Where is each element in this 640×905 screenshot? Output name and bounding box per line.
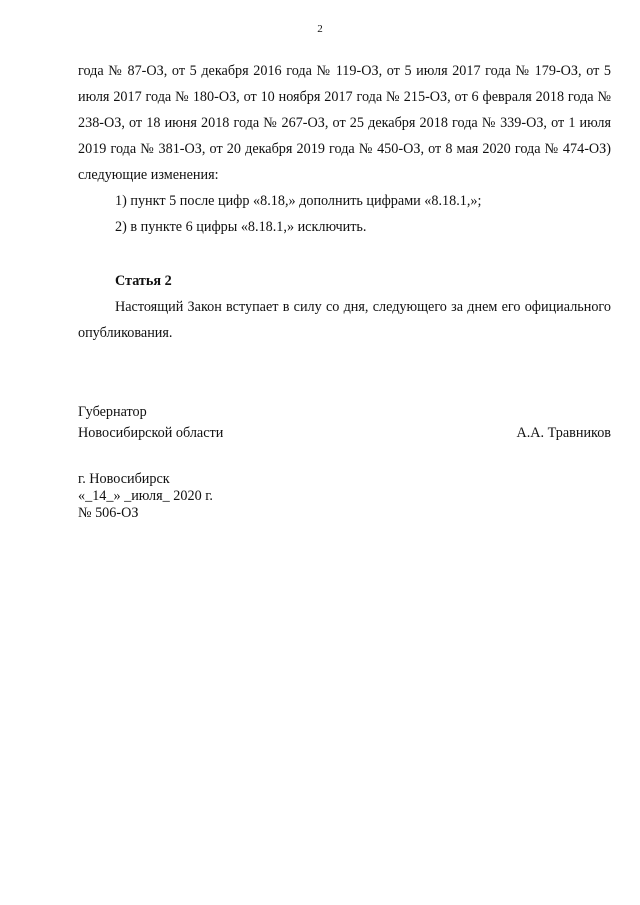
document-body xyxy=(78,58,611,346)
city: г. Новосибирск xyxy=(78,471,170,487)
signatory-name: А.А. Травников xyxy=(516,425,611,441)
signatory-row xyxy=(78,423,611,444)
amendment-item-2: 2) в пункте 6 цифры «8.18.1,» исключить. xyxy=(115,219,367,235)
place-date-block xyxy=(78,471,213,522)
article-2-heading: Статья 2 xyxy=(115,273,172,289)
signature-block xyxy=(78,402,611,444)
amendments-paragraph: года № 87-ОЗ, от 5 декабря 2016 года № 119-ОЗ, от 5 июля 2017 года № 179-ОЗ, от 5 июля 2017 года № 180-ОЗ, от 10 ноября 2017 года № 215-ОЗ, от 6 февраля 2018 года № 238-ОЗ, от 18 июня 2018 года № 267-ОЗ, от 25 декабря 2018 года № 339-ОЗ, от 1 июля 2019 года № 381-ОЗ, от 20 декабря 2019 года № 450-ОЗ, от 8 мая 2020 года № 474-ОЗ) следующие изменения: xyxy=(78,63,611,183)
article-2-text: Настоящий Закон вступает в силу со дня, следующего за днем его официального опубликования. xyxy=(78,299,611,341)
signatory-title-line-1: Губернатор xyxy=(78,404,147,420)
date: «_14_» _июля_ 2020 г. xyxy=(78,488,213,504)
page-number: 2 xyxy=(317,23,323,35)
law-number: № 506-ОЗ xyxy=(78,505,139,521)
signatory-title-line-2: Новосибирской области xyxy=(78,425,224,441)
amendment-item-1: 1) пункт 5 после цифр «8.18,» дополнить цифрами «8.18.1,»; xyxy=(115,193,482,209)
